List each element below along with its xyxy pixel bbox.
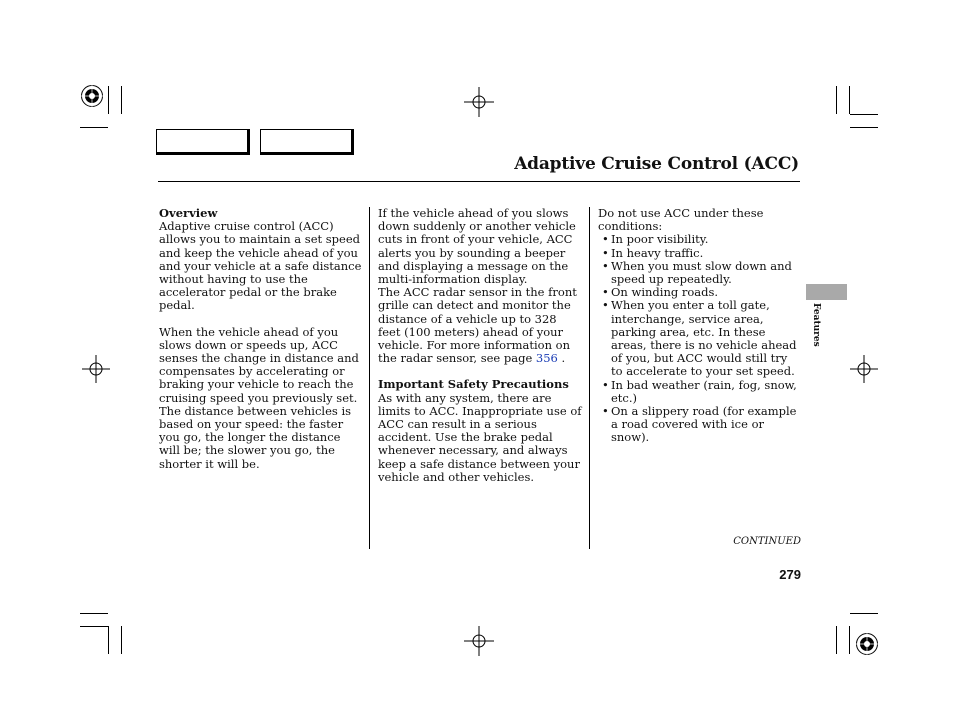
paragraph: As with any system, there are limits to ACC. Inappropriate use of ACC can result in a serious accident. Use the brake pedal whenever necessary, and always keep a safe distance between your vehicle and other vehicles.	[378, 390, 582, 484]
section-tab	[806, 284, 847, 300]
list-item: • On a slippery road (for example a road covered with ice or snow).	[598, 405, 802, 445]
list-item: • In bad weather (rain, fog, snow, etc.)	[598, 379, 802, 405]
list-item: • When you enter a toll gate, interchange, service area, parking area, etc. In these areas, there is no vehicle ahead of you, but ACC would still try to accelerate to your set speed.	[598, 299, 802, 378]
column-1	[159, 207, 363, 471]
crop-mark	[80, 626, 108, 627]
column-divider	[589, 207, 590, 549]
registration-target-icon	[855, 632, 879, 656]
crosshair-icon	[464, 626, 494, 656]
paragraph-end: .	[561, 351, 566, 366]
paragraph	[378, 286, 582, 365]
list-item: • In heavy traffic.	[598, 247, 802, 260]
list-item: • When you must slow down and speed up repeatedly.	[598, 260, 802, 286]
section-tab-label: Features	[811, 303, 821, 347]
crop-mark	[850, 114, 878, 115]
paragraph: Adaptive cruise control (ACC) allows you to maintain a set speed and keep the vehicle ahead of you and your vehicle at a safe distance without having to use the accelerator pedal or the brake pedal.	[159, 219, 362, 313]
crop-mark	[850, 613, 878, 614]
crop-mark	[108, 626, 109, 654]
column-3	[598, 207, 802, 445]
crop-mark	[836, 86, 837, 114]
crop-mark	[121, 626, 122, 654]
continued-label: CONTINUED	[733, 536, 801, 547]
paragraph: Do not use ACC under these conditions:	[598, 206, 764, 234]
crop-mark	[108, 86, 109, 114]
registration-target-icon	[80, 84, 104, 108]
crosshair-icon	[850, 355, 878, 383]
section-heading: Overview	[159, 206, 218, 220]
condition-list	[598, 233, 802, 444]
crop-mark	[80, 613, 108, 614]
crop-mark	[836, 626, 837, 654]
nav-tab-button[interactable]	[260, 129, 354, 155]
crosshair-icon	[82, 355, 110, 383]
column-divider	[369, 207, 370, 549]
crop-mark	[850, 127, 878, 128]
crop-mark	[80, 127, 108, 128]
crop-mark	[849, 86, 850, 114]
paragraph: If the vehicle ahead of you slows down suddenly or another vehicle cuts in front of your vehicle, ACC alerts you by sounding a beeper and displaying a message on the multi-information display.	[378, 206, 576, 287]
section-heading: Important Safety Precautions	[378, 377, 569, 392]
column-2	[378, 207, 582, 484]
crosshair-icon	[464, 87, 494, 117]
nav-tab-button[interactable]	[156, 129, 250, 155]
crop-mark	[849, 626, 850, 654]
page-link[interactable]: 356	[535, 351, 558, 366]
crop-mark	[121, 86, 122, 114]
page-title: Adaptive Cruise Control (ACC)	[514, 154, 799, 174]
list-item: • On winding roads.	[598, 286, 802, 299]
paragraph: When the vehicle ahead of you slows down or speeds up, ACC senses the change in distance and compensates by accelerating or braking your vehicle to reach the cruising speed you previously set. The distance between vehicles is based on your speed: the faster you go, the longer the distance will be; the slower you go, the shorter it will be.	[159, 324, 359, 471]
list-item: • In poor visibility.	[598, 233, 802, 246]
page-number: 279	[779, 567, 801, 582]
header-rule	[158, 181, 800, 182]
paragraph-text: The ACC radar sensor in the front grille can detect and monitor the distance of a vehicle up to 328 feet (100 meters) ahead of your vehicle. For more information on the radar sensor, see page	[378, 285, 577, 366]
